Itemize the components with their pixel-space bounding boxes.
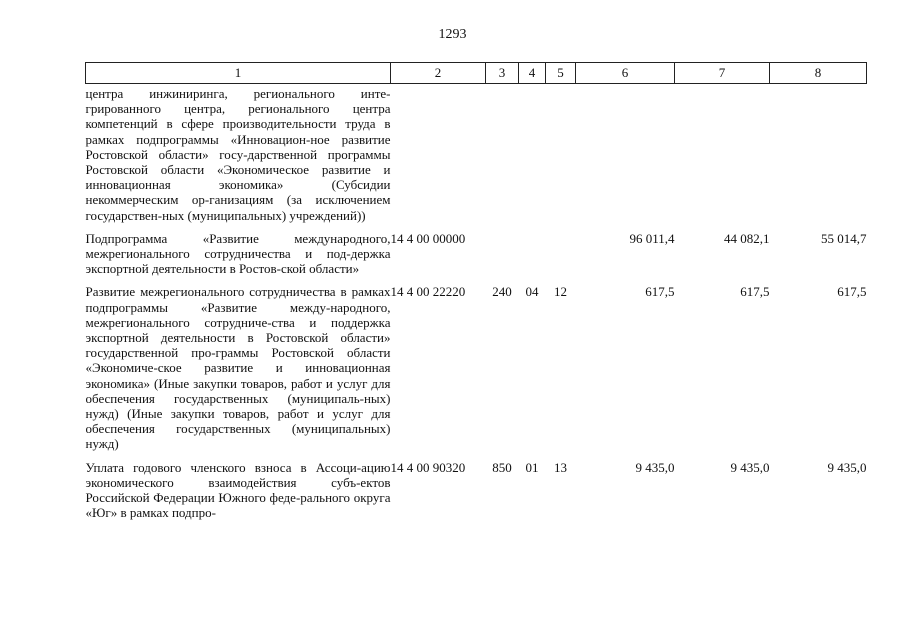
- row-code: 14 4 00 22220: [390, 284, 466, 300]
- row-value-2: 44 082,1: [724, 230, 770, 246]
- header-cell-year-2: 7: [675, 63, 770, 84]
- row-pr: 12: [554, 284, 567, 300]
- row-vr: 240: [492, 284, 512, 300]
- row-rz: [519, 223, 546, 277]
- header-cell-year-3: 8: [770, 63, 867, 84]
- row-description: Подпрограмма «Развитие международного, межрегионального сотрудничества и под-держка экспортной деятельности в Ростов-ской области»: [85, 230, 391, 277]
- row-vr: [486, 223, 519, 277]
- row-description: Уплата годового членского взноса в Ассоци-ацию экономического взаимодействия субъ-ектов Российской Федерации Южного феде-рального округа «Юг» в рамках подпро-: [85, 459, 391, 521]
- row-value-1: [576, 84, 675, 223]
- header-cell-code: 2: [391, 63, 486, 84]
- header-cell-description: 1: [86, 63, 391, 84]
- row-description: Развитие межрегионального сотрудничества в рамках подпрограммы «Развитие между-народного, межрегионального сотрудниче-ства и поддержка экспортной деятельности в Ростовской области» государственной про-граммы Ростовской области «Экономиче-ское развитие и инновационная экономика» (Иные закупки товаров, работ и услуг для обеспечения государственных (муниципаль-ных) нужд) (Иные закупки товаров, работ и услуг для обеспечения государственных (муниципальных) нужд): [85, 284, 391, 452]
- table-row: [86, 452, 867, 521]
- table-row: [86, 223, 867, 277]
- row-value-3: 9 435,0: [827, 459, 867, 475]
- row-pr: [546, 84, 576, 223]
- row-rz: [519, 84, 546, 223]
- row-value-3: 55 014,7: [821, 230, 867, 246]
- row-value-1: 9 435,0: [635, 459, 675, 475]
- row-value-3: [770, 84, 867, 223]
- header-cell-pr: 5: [546, 63, 576, 84]
- row-vr: [486, 84, 519, 223]
- header-cell-rz: 4: [519, 63, 546, 84]
- row-code: 14 4 00 90320: [390, 459, 466, 475]
- row-pr: 13: [554, 459, 567, 475]
- header-cell-year-1: 6: [576, 63, 675, 84]
- row-value-1: 617,5: [645, 284, 675, 300]
- row-value-2: 9 435,0: [730, 459, 770, 475]
- table-header-row: [86, 63, 867, 84]
- page-number: 1293: [438, 27, 467, 42]
- row-value-2: 617,5: [740, 284, 770, 300]
- row-rz: 04: [525, 284, 539, 300]
- budget-table: [85, 62, 867, 520]
- table-row: [86, 276, 867, 451]
- row-value-1: 96 011,4: [629, 230, 675, 246]
- row-code: [391, 84, 486, 223]
- row-code: 14 4 00 00000: [390, 230, 466, 246]
- row-pr: [546, 223, 576, 277]
- row-vr: 850: [492, 459, 512, 475]
- row-value-2: [675, 84, 770, 223]
- row-value-3: 617,5: [837, 284, 867, 300]
- header-cell-vr: 3: [486, 63, 519, 84]
- row-description: центра инжиниринга, регионального инте-грированного центра, регионального центра компетенций в сфере производительности труда в рамках подпрограммы «Инновацион-ное развитие Ростовской области» госу-дарственной программы Ростовской области «Экономическое развитие и инновационная экономика» (Субсидии некоммерческим ор-ганизациям (за исключением государствен-ных (муниципальных) учреждений)): [85, 86, 391, 223]
- row-rz: 01: [525, 459, 539, 475]
- table-row: [86, 84, 867, 223]
